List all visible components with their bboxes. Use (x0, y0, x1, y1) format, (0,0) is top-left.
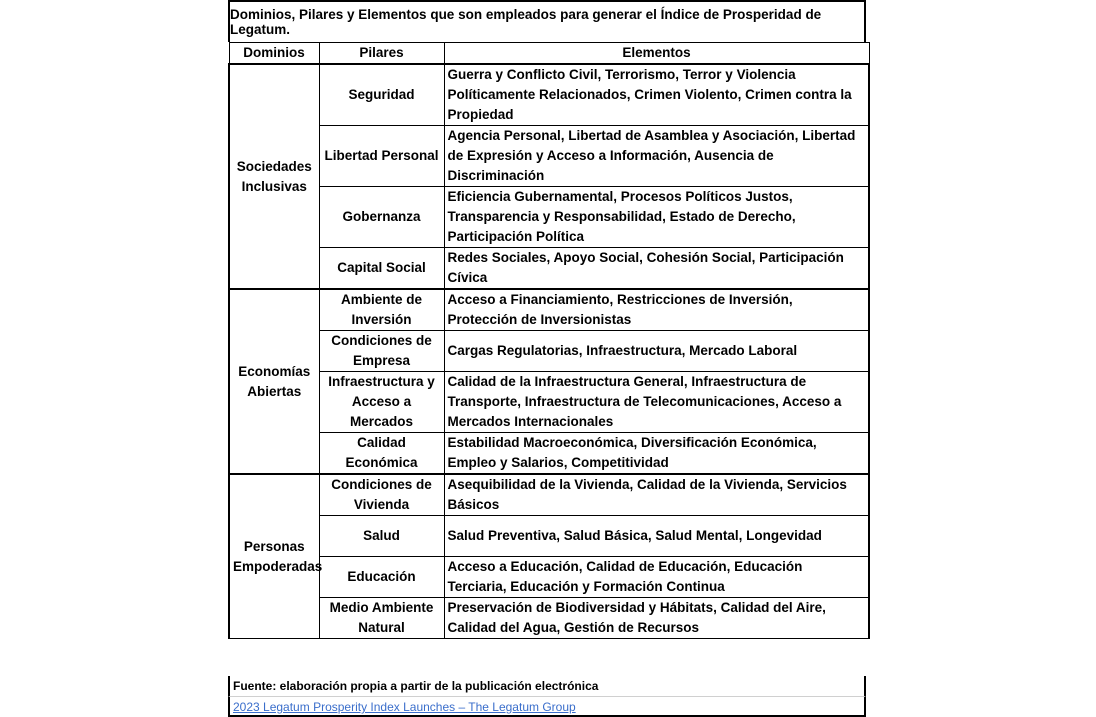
pillar-cell: Medio Ambiente Natural (319, 598, 444, 639)
elements-cell: Eficiencia Gubernamental, Procesos Políticos Justos, Transparencia y Responsabilidad, Estado de Derecho, Participación Política (444, 187, 869, 248)
elements-cell: Cargas Regulatorias, Infraestructura, Mercado Laboral (444, 331, 869, 372)
domain-cell: Sociedades Inclusivas (229, 64, 319, 289)
pillar-cell: Infraestructura y Acceso a Mercados (319, 372, 444, 433)
pillar-cell: Salud (319, 516, 444, 557)
domain-cell: Economías Abiertas (229, 289, 319, 474)
pillar-cell: Educación (319, 557, 444, 598)
pillar-cell: Calidad Económica (319, 433, 444, 475)
header-pillars: Pilares (319, 43, 444, 65)
header-row (229, 43, 869, 65)
table-row (229, 64, 869, 126)
table-title: Dominios, Pilares y Elementos que son empleados para generar el Índice de Prosperidad de Legatum. (228, 0, 866, 42)
table-row (229, 331, 869, 372)
elements-cell: Preservación de Biodiversidad y Hábitats, Calidad del Aire, Calidad del Agua, Gestión de Recursos (444, 598, 869, 639)
elements-cell: Redes Sociales, Apoyo Social, Cohesión Social, Participación Cívica (444, 248, 869, 290)
pillar-cell: Libertad Personal (319, 126, 444, 187)
table-frame (228, 0, 868, 717)
header-domains: Dominios (229, 43, 319, 65)
table-row (229, 289, 869, 331)
table-row (229, 433, 869, 475)
source-link[interactable]: 2023 Legatum Prosperity Index Launches – The Legatum Group (228, 696, 866, 717)
table-row (229, 372, 869, 433)
table-row (229, 126, 869, 187)
elements-cell: Agencia Personal, Libertad de Asamblea y Asociación, Libertad de Expresión y Acceso a Información, Ausencia de Discriminación (444, 126, 869, 187)
header-elements: Elementos (444, 43, 869, 65)
pillar-cell: Condiciones de Vivienda (319, 474, 444, 516)
pillar-cell: Capital Social (319, 248, 444, 290)
domain-cell: Personas Empoderadas (229, 474, 319, 639)
elements-cell: Calidad de la Infraestructura General, Infraestructura de Transporte, Infraestructura de Telecomunicaciones, Acceso a Mercados Internacionales (444, 372, 869, 433)
pillar-cell: Condiciones de Empresa (319, 331, 444, 372)
pillar-cell: Seguridad (319, 64, 444, 126)
table-row (229, 557, 869, 598)
elements-cell: Salud Preventiva, Salud Básica, Salud Mental, Longevidad (444, 516, 869, 557)
elements-cell: Estabilidad Macroeconómica, Diversificación Económica, Empleo y Salarios, Competitividad (444, 433, 869, 475)
table-row (229, 474, 869, 516)
table-row (229, 187, 869, 248)
table-row (229, 248, 869, 290)
source-note: Fuente: elaboración propia a partir de la publicación electrónica (228, 676, 866, 696)
elements-cell: Acceso a Financiamiento, Restricciones de Inversión, Protección de Inversionistas (444, 289, 869, 331)
prosperity-table (228, 42, 870, 639)
elements-cell: Acceso a Educación, Calidad de Educación, Educación Terciaria, Educación y Formación Continua (444, 557, 869, 598)
elements-cell: Guerra y Conflicto Civil, Terrorismo, Terror y Violencia Políticamente Relacionados, Crimen Violento, Crimen contra la Propiedad (444, 64, 869, 126)
pillar-cell: Ambiente de Inversión (319, 289, 444, 331)
table-row (229, 598, 869, 639)
table-row (229, 516, 869, 557)
elements-cell: Asequibilidad de la Vivienda, Calidad de la Vivienda, Servicios Básicos (444, 474, 869, 516)
pillar-cell: Gobernanza (319, 187, 444, 248)
